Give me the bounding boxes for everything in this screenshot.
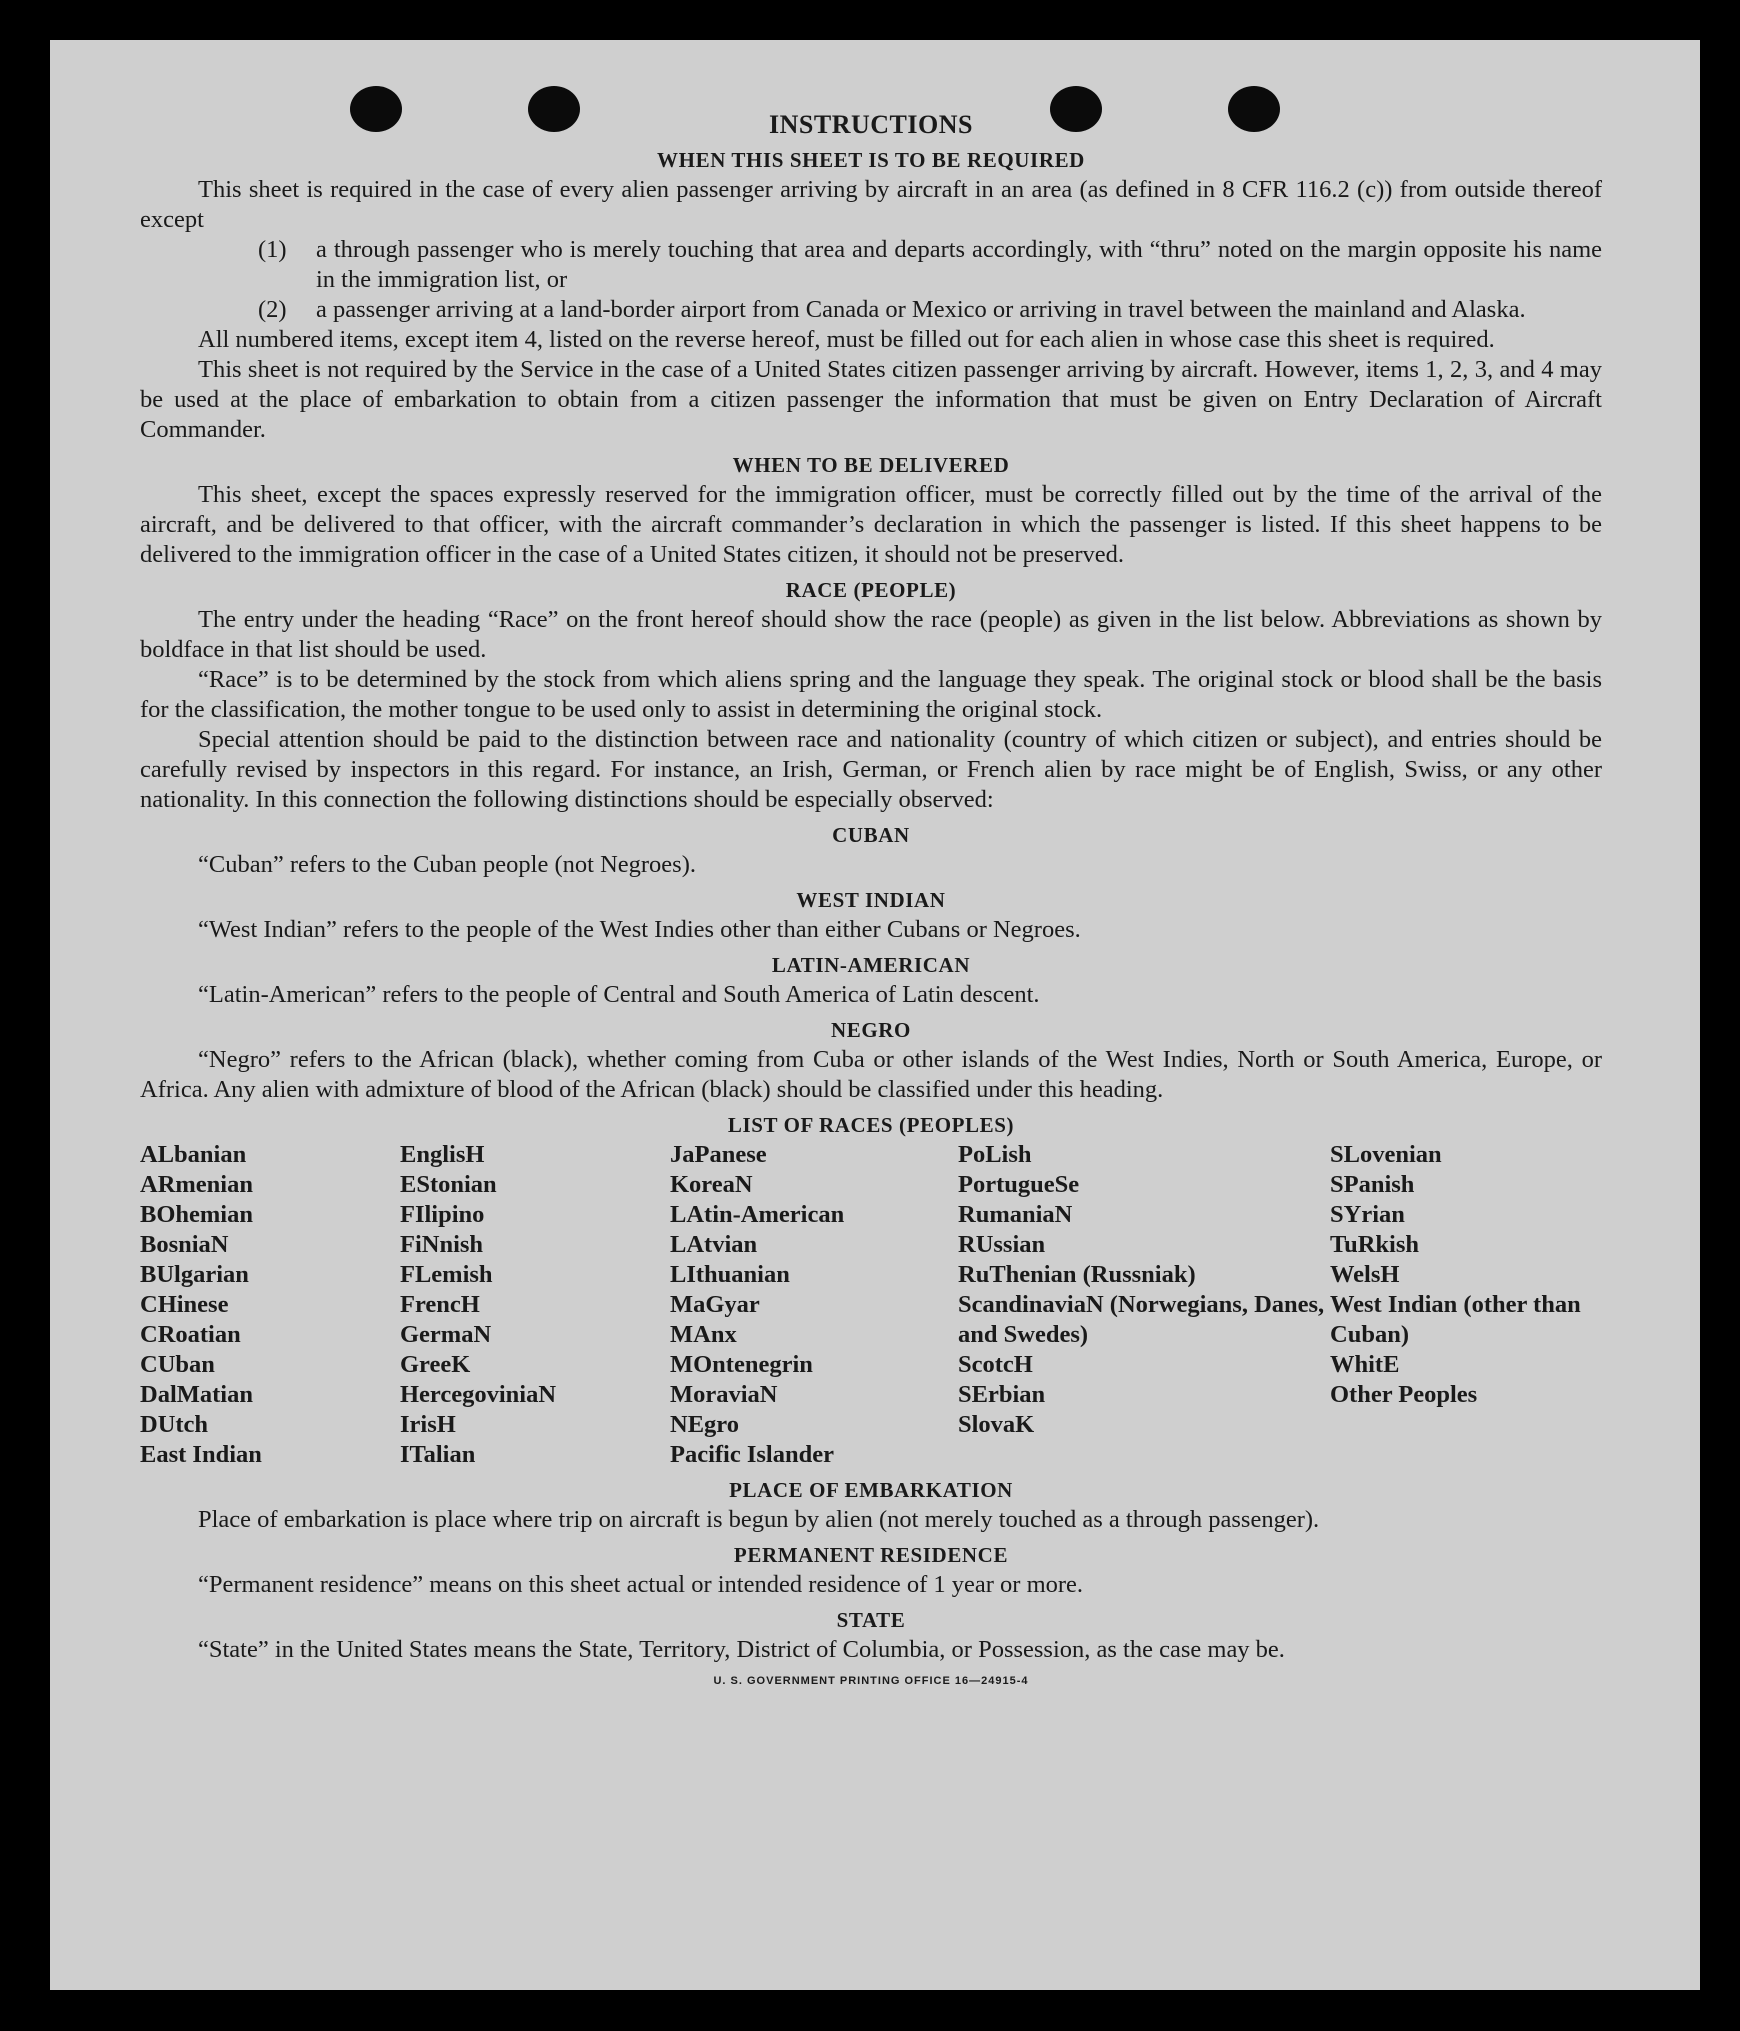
item-number: (1) — [258, 236, 287, 263]
document-sheet — [50, 40, 1700, 1990]
races-column — [1330, 1140, 1602, 1470]
race-entry: MAnx — [670, 1321, 737, 1348]
list-item — [258, 295, 1602, 325]
race-entry: LAtvian — [670, 1231, 758, 1258]
printer-imprint: U. S. GOVERNMENT PRINTING OFFICE 16—24915-4 — [713, 1675, 1029, 1687]
race-entry: MoraviaN — [670, 1381, 778, 1408]
race-entry: NEgro — [670, 1411, 739, 1438]
race-entry: SlovaK — [958, 1411, 1035, 1438]
definition: “West Indian” refers to the people of the West Indies other than either Cubans or Negroes. — [198, 916, 1081, 943]
race-entry: PortugueSe — [958, 1171, 1080, 1198]
race-entry: SErbian — [958, 1381, 1046, 1408]
paragraph: This sheet, except the spaces expressly reserved for the immigration officer, must be correctly filled out by the time of the arrival of the aircraft, and be delivered to that officer, with the aircraft commander’s declaration in which the passenger is listed. If this sheet happens to be delivered to the immigration officer in the case of a United States citizen, it should not be preserved. — [140, 481, 1602, 568]
section-heading: CUBAN — [832, 823, 910, 847]
race-entry: ITalian — [400, 1441, 476, 1468]
race-entry: GreeK — [400, 1351, 471, 1378]
paragraph: “Negro” refers to the African (black), whether coming from Cuba or other islands of the West Indies, North or South America, Europe, or Africa. Any alien with admixture of blood of the African (black) should be classified under this heading. — [140, 1046, 1602, 1103]
race-entry: SYrian — [1330, 1201, 1405, 1228]
section-heading: STATE — [836, 1608, 906, 1632]
section-heading: WHEN TO BE DELIVERED — [732, 453, 1010, 477]
race-entry: CUban — [140, 1351, 215, 1378]
item-text: a passenger arriving at a land-border airport from Canada or Mexico or arriving in travel between the mainland and Alaska. — [316, 296, 1526, 323]
race-entry: CRoatian — [140, 1321, 241, 1348]
section-heading: PERMANENT RESIDENCE — [733, 1543, 1009, 1567]
paragraph: This sheet is required in the case of every alien passenger arriving by aircraft in an area (as defined in 8 CFR 116.2 (c)) from outside thereof except — [140, 176, 1602, 233]
definition: “Latin-American” refers to the people of Central and South America of Latin descent. — [198, 981, 1040, 1008]
paragraph: “Race” is to be determined by the stock from which aliens spring and the language they speak. The original stock or blood shall be the basis for the classification, the mother tongue to be used only to assist in determining the original stock. — [140, 666, 1602, 723]
race-entry: TuRkish — [1330, 1231, 1420, 1258]
paragraph: Special attention should be paid to the distinction between race and nationality (country of which citizen or subject), and entries should be carefully revised by inspectors in this regard. For instance, an Irish, German, or French alien by race might be of English, Swiss, or any other nationality. In this connection the following distinctions should be especially observed: — [140, 726, 1602, 813]
race-entry: Other Peoples — [1330, 1381, 1478, 1408]
race-entry: RumaniaN — [958, 1201, 1073, 1228]
paragraph: Place of embarkation is place where trip on aircraft is begun by alien (not merely touched as a through passenger). — [198, 1506, 1320, 1533]
races-column — [670, 1140, 958, 1470]
race-entry: DUtch — [140, 1411, 209, 1438]
race-entry: LAtin-American — [670, 1201, 845, 1228]
race-entry: Pacific Islander — [670, 1441, 834, 1468]
race-entry: EStonian — [400, 1171, 497, 1198]
race-entry: BosniaN — [140, 1231, 229, 1258]
paragraph: All numbered items, except item 4, listed on the reverse hereof, must be filled out for each alien in whose case this sheet is required. — [198, 326, 1495, 353]
race-entry: WhitE — [1330, 1351, 1400, 1378]
races-column — [958, 1140, 1330, 1470]
race-entry: EnglisH — [400, 1141, 485, 1168]
race-entry: RUssian — [958, 1231, 1046, 1258]
paragraph: The entry under the heading “Race” on the front hereof should show the race (people) as given in the list below. Abbreviations as shown by boldface in that list should be used. — [140, 606, 1602, 663]
race-entry: MOntenegrin — [670, 1351, 813, 1378]
paragraph: “Permanent residence” means on this sheet actual or intended residence of 1 year or more. — [198, 1571, 1084, 1598]
race-entry: ALbanian — [140, 1141, 247, 1168]
race-entry: IrisH — [400, 1411, 456, 1438]
race-entry: FrencH — [400, 1291, 480, 1318]
section-heading: WHEN THIS SHEET IS TO BE REQUIRED — [657, 148, 1085, 172]
race-entry: WelsH — [1330, 1261, 1400, 1288]
race-entry: BUlgarian — [140, 1261, 249, 1288]
races-column — [140, 1140, 400, 1470]
race-entry: FiNnish — [400, 1231, 484, 1258]
paragraph: This sheet is not required by the Service in the case of a United States citizen passenger arriving by aircraft. However, items 1, 2, 3, and 4 may be used at the place of embarkation to obtain from a citizen passenger the information that must be given on Entry Declaration of Aircraft Commander. — [140, 356, 1602, 443]
races-list — [140, 1140, 1602, 1470]
race-entry: ARmenian — [140, 1171, 253, 1198]
section-heading: PLACE OF EMBARKATION — [729, 1478, 1013, 1502]
list-item — [258, 235, 1602, 295]
race-entry: HercegoviniaN — [400, 1381, 557, 1408]
race-entry: FLemish — [400, 1261, 493, 1288]
race-entry: LIthuanian — [670, 1261, 790, 1288]
race-entry: FIlipino — [400, 1201, 485, 1228]
race-entry: East Indian — [140, 1441, 262, 1468]
races-column — [400, 1140, 670, 1470]
instructions-content — [140, 110, 1602, 1687]
definition: “Cuban” refers to the Cuban people (not Negroes). — [198, 851, 696, 878]
race-entry: SLovenian — [1330, 1141, 1442, 1168]
race-entry: SPanish — [1330, 1171, 1415, 1198]
race-entry: ScotcH — [958, 1351, 1033, 1378]
race-entry: BOhemian — [140, 1201, 253, 1228]
section-heading: WEST INDIAN — [796, 888, 946, 912]
item-number: (2) — [258, 296, 287, 323]
section-heading: LIST OF RACES (PEOPLES) — [727, 1113, 1015, 1137]
race-entry: CHinese — [140, 1291, 229, 1318]
paragraph: “State” in the United States means the State, Territory, District of Columbia, or Possession, as the case may be. — [198, 1636, 1285, 1663]
item-text: a through passenger who is merely touching that area and departs accordingly, with “thru” noted on the margin opposite his name in the immigration list, or — [316, 236, 1602, 293]
race-entry: KoreaN — [670, 1171, 753, 1198]
race-entry: JaPanese — [670, 1141, 767, 1168]
race-entry: MaGyar — [670, 1291, 760, 1318]
section-heading: LATIN-AMERICAN — [771, 953, 971, 977]
race-entry: GermaN — [400, 1321, 492, 1348]
section-heading: NEGRO — [830, 1018, 911, 1042]
race-entry: ScandinaviaN (Norwegians, Danes, and Swedes) — [958, 1291, 1325, 1348]
section-heading: RACE (PEOPLE) — [785, 578, 957, 602]
race-entry: DalMatian — [140, 1381, 253, 1408]
page-title: INSTRUCTIONS — [769, 110, 973, 139]
race-entry: West Indian (other than Cuban) — [1330, 1291, 1581, 1348]
race-entry: RuThenian (Russniak) — [958, 1261, 1196, 1288]
race-entry: PoLish — [958, 1141, 1032, 1168]
